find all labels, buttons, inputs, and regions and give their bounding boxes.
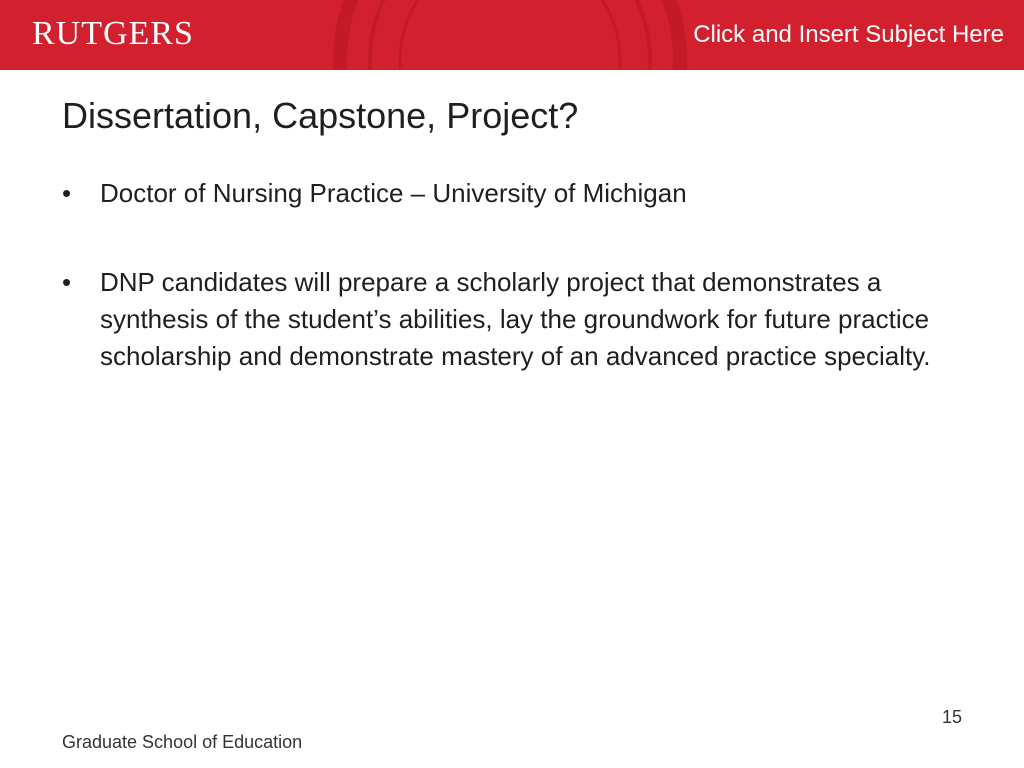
bullet-text: Doctor of Nursing Practice – University of Michigan <box>100 178 687 208</box>
bullet-marker: • <box>62 178 72 208</box>
bullet-text: DNP candidates will prepare a scholarly project that demonstrates a synthesis of the student’s abilities, lay the groundwork for future practice scholarship and demonstrate mastery of an advanced practice specialty. <box>100 267 931 371</box>
header-bar <box>0 0 1024 70</box>
footer-school-name: Graduate School of Education <box>62 732 303 752</box>
page-number: 15 <box>941 707 962 727</box>
logo-text: RUTGERS <box>32 15 194 52</box>
bullet-item <box>62 264 962 375</box>
bullet-marker: • <box>62 267 72 297</box>
subject-header: Click and Insert Subject Here <box>693 21 1004 48</box>
seal-watermark-icon <box>330 0 690 70</box>
rutgers-logo <box>32 14 194 54</box>
slide-title: Dissertation, Capstone, Project? <box>62 95 579 136</box>
bullet-item <box>62 175 962 212</box>
bullet-list <box>62 175 962 375</box>
